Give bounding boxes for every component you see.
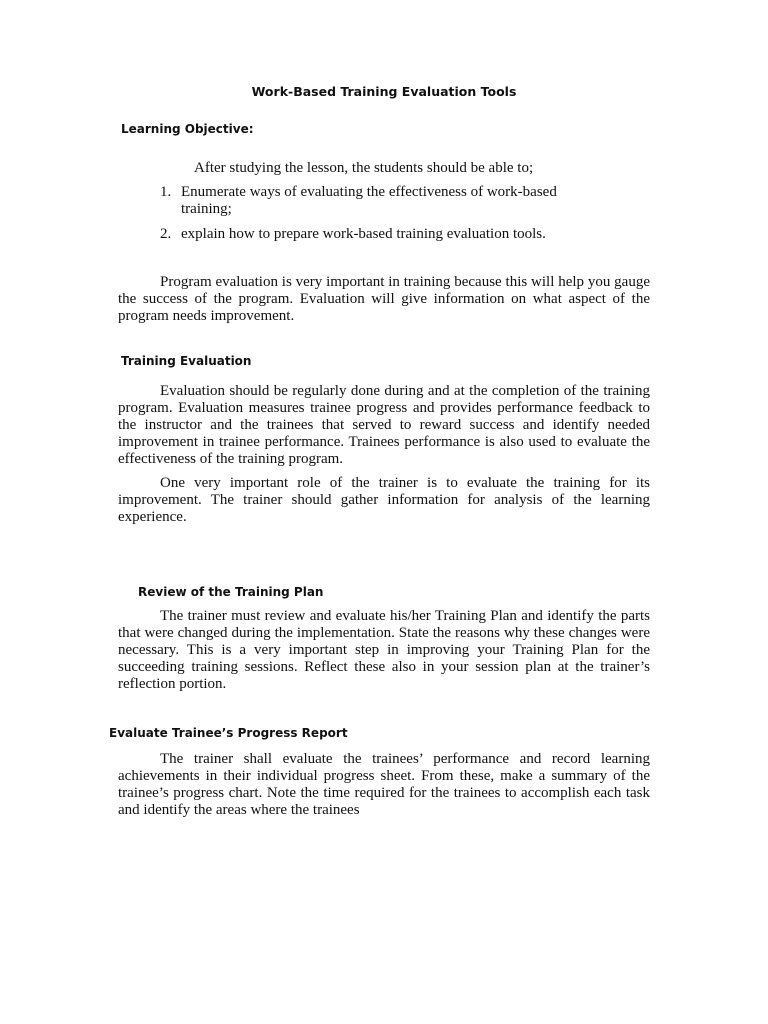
objective-list-item [160,226,610,243]
paragraph-text: One very important role of the trainer is to evaluate the training for its improvement. The trainer should gather information for analysis of the learning experience. [118,475,650,525]
list-number: 2. [160,226,172,242]
paragraph-text: Program evaluation is very important in training because this will help you gauge the success of the program. Evaluation will give information on what aspect of the program needs improvement. [118,274,650,324]
program-evaluation-paragraph [118,274,650,325]
learning-objective-intro: After studying the lesson, the students should be able to; [194,160,534,176]
training-evaluation-paragraph-2 [118,475,650,526]
objective-list-item [160,184,610,218]
learning-objective-heading: Learning Objective: [121,122,254,136]
progress-report-paragraph [118,751,650,819]
list-text: explain how to prepare work-based training evaluation tools. [181,226,546,242]
list-number: 1. [160,184,172,200]
document-title: Work-Based Training Evaluation Tools [251,84,517,99]
training-evaluation-paragraph-1 [118,383,650,468]
paragraph-text: Evaluation should be regularly done during and at the completion of the training program. Evaluation measures trainee progress and provides performance feedback to the instructor and the trainees that served to reward success and identify needed improvement in trainee performance. Trainees performance is also used to evaluate the effectiveness of the training program. [118,383,650,467]
review-training-plan-heading: Review of the Training Plan [138,585,324,599]
review-training-plan-paragraph [118,608,650,693]
progress-report-heading: Evaluate Trainee’s Progress Report [109,726,348,740]
paragraph-text: The trainer shall evaluate the trainees’ performance and record learning achievements in their individual progress sheet. From these, make a summary of the trainee’s progress chart. Note the time required for the trainees to accomplish each task and identify the areas where the trainees [118,751,650,818]
list-text: Enumerate ways of evaluating the effectiveness of work-based training; [181,184,557,217]
training-evaluation-heading: Training Evaluation [121,354,252,368]
paragraph-text: The trainer must review and evaluate his/her Training Plan and identify the parts that were changed during the implementation. State the reasons why these changes were necessary. This is a very important step in improving your Training Plan for the succeeding training sessions. Reflect these also in your session plan at the trainer’s reflection portion. [118,608,650,692]
